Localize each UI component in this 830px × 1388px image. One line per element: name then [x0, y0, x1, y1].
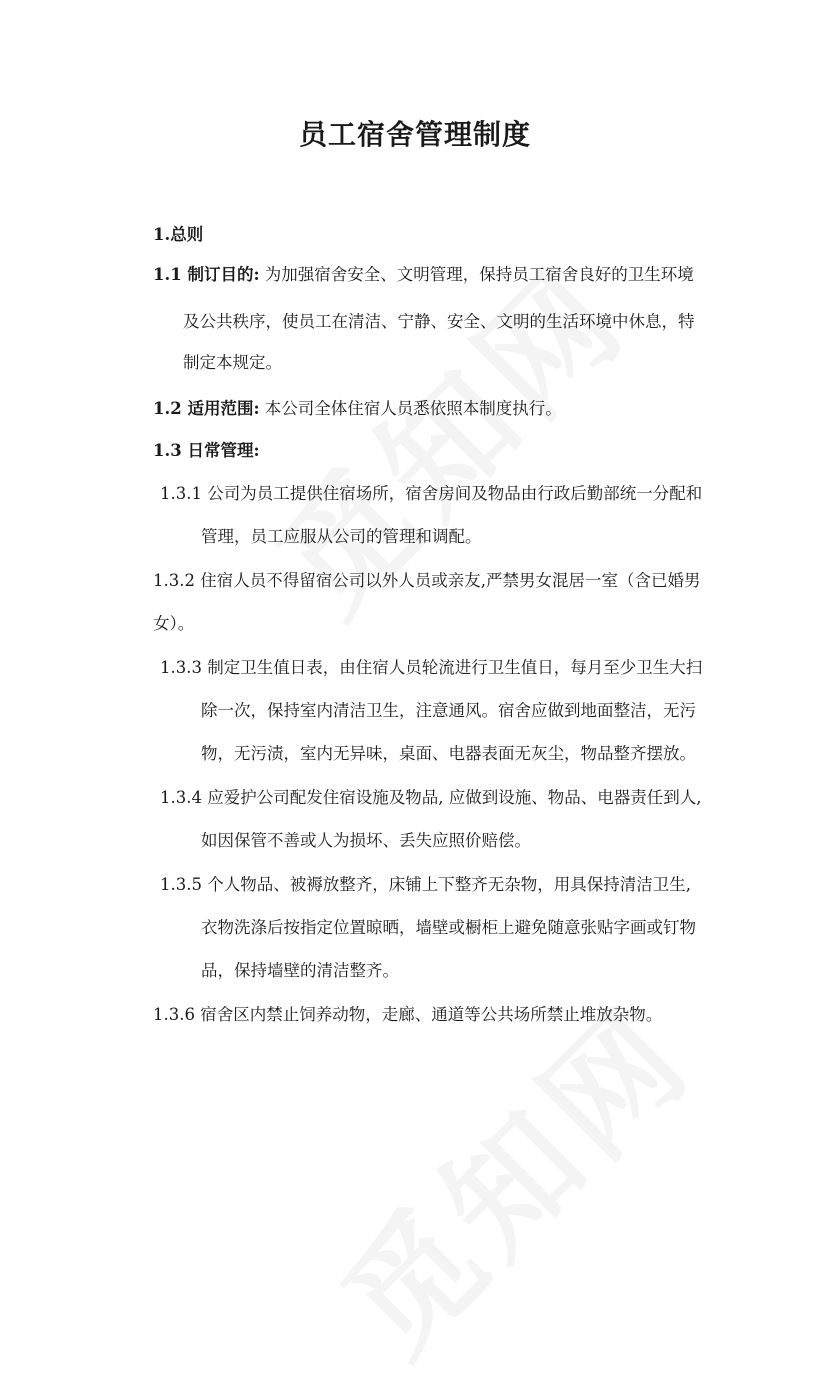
- paragraph-label: 1.2 适用范围:: [153, 399, 260, 418]
- paragraph-text: 本公司全体住宿人员悉依照本制度执行。: [259, 399, 562, 418]
- paragraph-1-3-3-line-3: 物，无污渍，室内无异味，桌面、电器表面无灰尘，物品整齐摆放。: [201, 744, 696, 763]
- page-title: 员工宿舍管理制度: [298, 118, 531, 151]
- paragraph-1-3-1-line-1: 1.3.1 公司为员工提供住宿场所，宿舍房间及物品由行政后勤部统一分配和: [160, 484, 703, 503]
- paragraph-1-3-4-line-1: 1.3.4 应爱护公司配发住宿设施及物品, 应做到设施、物品、电器责任到人,: [160, 788, 702, 807]
- paragraph-1-3-5-line-1: 1.3.5 个人物品、被褥放整齐，床铺上下整齐无杂物，用具保持清洁卫生,: [160, 875, 691, 894]
- paragraph-1-3-2-line-1: 1.3.2 住宿人员不得留宿公司以外人员或亲友,严禁男女混居一室（含已婚男: [153, 571, 701, 590]
- paragraph-1-3-5-line-2: 衣物洗涤后按指定位置晾晒，墙壁或橱柜上避免随意张贴字画或钉物: [201, 918, 696, 937]
- paragraph-1-3-4-line-2: 如因保管不善或人为损坏、丢失应照价赔偿。: [201, 831, 531, 850]
- paragraph-1-1-line-2: 及公共秩序，使员工在清洁、宁静、安全、文明的生活环境中休息，特: [183, 312, 695, 331]
- paragraph-1-3-1-line-2: 管理，员工应服从公司的管理和调配。: [201, 527, 482, 546]
- paragraph-1-3-3-line-1: 1.3.3 制定卫生值日表，由住宿人员轮流进行卫生值日，每月至少卫生大扫: [160, 658, 703, 677]
- section-heading: 1.总则: [153, 225, 204, 244]
- paragraph-text: 为加强宿舍安全、文明管理，保持员工宿舍良好的卫生环境: [259, 265, 694, 284]
- paragraph-1-3-heading: 1.3 日常管理:: [153, 441, 260, 460]
- paragraph-1-1-line-3: 制定本规定。: [183, 353, 282, 372]
- paragraph-1-3-5-line-3: 品，保持墙壁的清洁整齐。: [201, 961, 399, 980]
- paragraph-1-3-6-line-1: 1.3.6 宿舍区内禁止饲养动物，走廊、通道等公共场所禁止堆放杂物。: [153, 1005, 663, 1024]
- paragraph-1-3-2-line-2: 女）。: [153, 614, 195, 633]
- paragraph-1-2: [153, 397, 562, 421]
- paragraph-1-3-3-line-2: 除一次，保持室内清洁卫生，注意通风。宿舍应做到地面整洁，无污: [201, 701, 696, 720]
- paragraph-1-1-line-1: [153, 263, 694, 287]
- paragraph-label: 1.1 制订目的:: [153, 265, 260, 284]
